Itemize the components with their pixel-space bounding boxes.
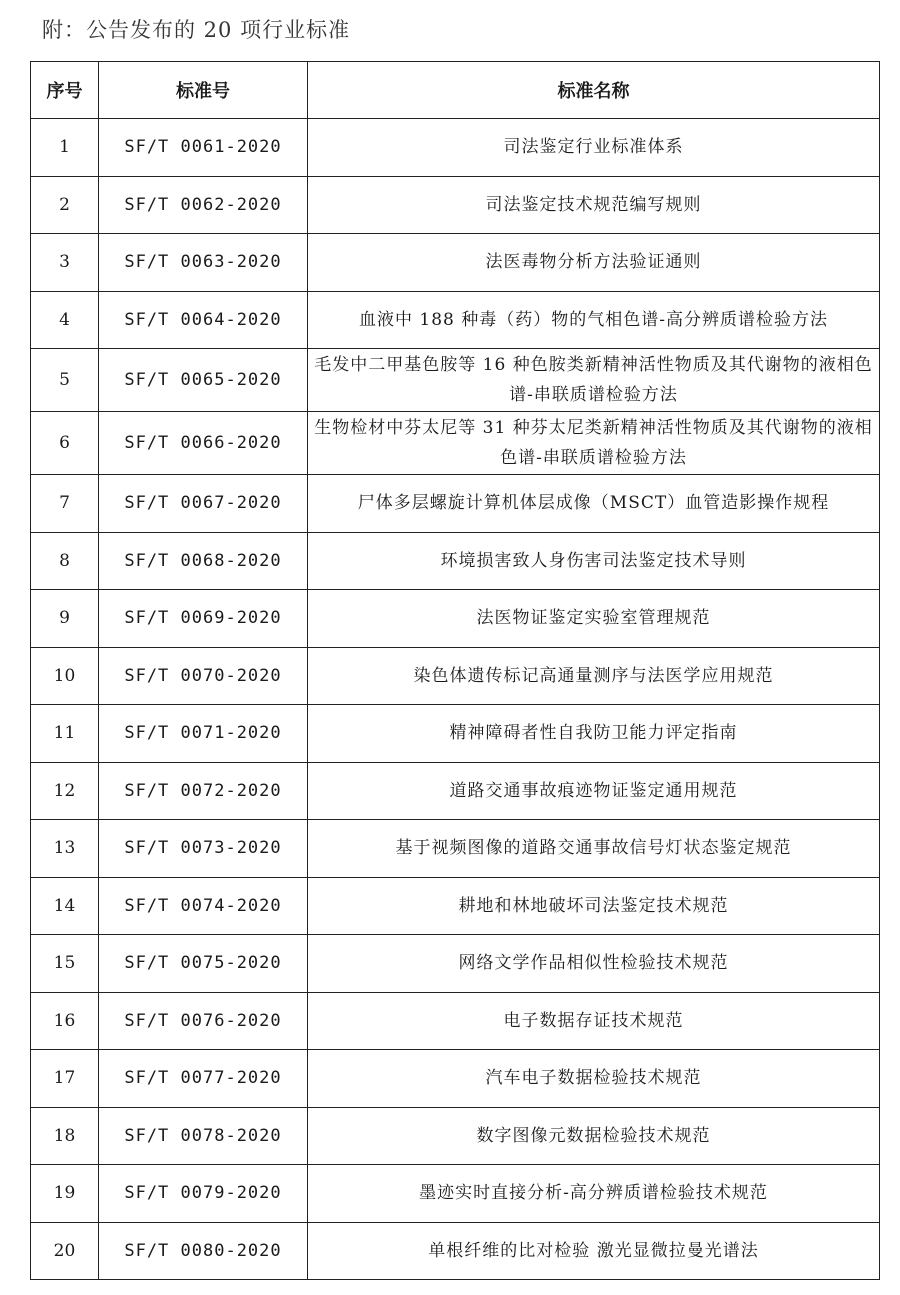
cell-standard-code: SF/T 0073-2020 [99,820,308,878]
cell-standard-code: SF/T 0078-2020 [99,1107,308,1165]
cell-serial-no: 18 [31,1107,99,1165]
cell-standard-name: 电子数据存证技术规范 [308,992,880,1050]
cell-standard-code: SF/T 0076-2020 [99,992,308,1050]
cell-standard-name: 司法鉴定技术规范编写规则 [308,176,880,234]
table-row [31,935,880,993]
cell-serial-no: 14 [31,877,99,935]
cell-standard-code: SF/T 0068-2020 [99,532,308,590]
cell-standard-name: 精神障碍者性自我防卫能力评定指南 [308,705,880,763]
table-row [31,475,880,533]
table-row [31,234,880,292]
standards-table [30,61,880,1280]
cell-serial-no: 15 [31,935,99,993]
table-row [31,877,880,935]
cell-serial-no: 5 [31,349,99,412]
table-row [31,291,880,349]
cell-standard-name: 汽车电子数据检验技术规范 [308,1050,880,1108]
cell-standard-name: 数字图像元数据检验技术规范 [308,1107,880,1165]
cell-standard-name: 血液中 188 种毒（药）物的气相色谱-高分辨质谱检验方法 [308,291,880,349]
cell-standard-code: SF/T 0063-2020 [99,234,308,292]
cell-standard-name: 墨迹实时直接分析-高分辨质谱检验技术规范 [308,1165,880,1223]
cell-serial-no: 7 [31,475,99,533]
cell-standard-code: SF/T 0061-2020 [99,119,308,177]
table-row [31,820,880,878]
cell-standard-name: 道路交通事故痕迹物证鉴定通用规范 [308,762,880,820]
cell-standard-name: 法医毒物分析方法验证通则 [308,234,880,292]
cell-standard-code: SF/T 0065-2020 [99,349,308,412]
cell-serial-no: 13 [31,820,99,878]
cell-serial-no: 16 [31,992,99,1050]
table-row [31,1050,880,1108]
table-row [31,705,880,763]
table-row [31,1165,880,1223]
cell-standard-name: 基于视频图像的道路交通事故信号灯状态鉴定规范 [308,820,880,878]
cell-standard-name: 生物检材中芬太尼等 31 种芬太尼类新精神活性物质及其代谢物的液相色谱-串联质谱检验方法 [308,412,880,475]
cell-standard-code: SF/T 0064-2020 [99,291,308,349]
cell-standard-name: 染色体遗传标记高通量测序与法医学应用规范 [308,647,880,705]
cell-standard-code: SF/T 0071-2020 [99,705,308,763]
cell-serial-no: 9 [31,590,99,648]
cell-standard-code: SF/T 0079-2020 [99,1165,308,1223]
cell-standard-code: SF/T 0072-2020 [99,762,308,820]
cell-serial-no: 12 [31,762,99,820]
table-row [31,349,880,412]
cell-serial-no: 4 [31,291,99,349]
cell-serial-no: 8 [31,532,99,590]
table-row [31,119,880,177]
cell-standard-name: 单根纤维的比对检验 激光显微拉曼光谱法 [308,1222,880,1280]
header-serial-no: 序号 [31,62,99,119]
table-header-row [31,62,880,119]
cell-standard-code: SF/T 0080-2020 [99,1222,308,1280]
table-row [31,176,880,234]
cell-standard-code: SF/T 0074-2020 [99,877,308,935]
cell-standard-name: 环境损害致人身伤害司法鉴定技术导则 [308,532,880,590]
cell-serial-no: 20 [31,1222,99,1280]
table-row [31,532,880,590]
cell-standard-name: 网络文学作品相似性检验技术规范 [308,935,880,993]
cell-standard-name: 耕地和林地破坏司法鉴定技术规范 [308,877,880,935]
table-row [31,762,880,820]
cell-standard-name: 法医物证鉴定实验室管理规范 [308,590,880,648]
header-standard-name: 标准名称 [308,62,880,119]
table-row [31,1222,880,1280]
cell-standard-code: SF/T 0077-2020 [99,1050,308,1108]
cell-standard-name: 司法鉴定行业标准体系 [308,119,880,177]
cell-standard-code: SF/T 0075-2020 [99,935,308,993]
cell-serial-no: 6 [31,412,99,475]
cell-standard-code: SF/T 0066-2020 [99,412,308,475]
cell-standard-code: SF/T 0069-2020 [99,590,308,648]
cell-standard-name: 毛发中二甲基色胺等 16 种色胺类新精神活性物质及其代谢物的液相色谱-串联质谱检验方法 [308,349,880,412]
table-row [31,412,880,475]
cell-standard-code: SF/T 0067-2020 [99,475,308,533]
table-row [31,992,880,1050]
cell-serial-no: 3 [31,234,99,292]
cell-serial-no: 17 [31,1050,99,1108]
cell-standard-name: 尸体多层螺旋计算机体层成像（MSCT）血管造影操作规程 [308,475,880,533]
table-row [31,647,880,705]
table-row [31,1107,880,1165]
cell-serial-no: 2 [31,176,99,234]
cell-standard-code: SF/T 0070-2020 [99,647,308,705]
cell-serial-no: 19 [31,1165,99,1223]
cell-serial-no: 10 [31,647,99,705]
cell-standard-code: SF/T 0062-2020 [99,176,308,234]
header-standard-code: 标准号 [99,62,308,119]
page-heading: 附：公告发布的 20 项行业标准 [42,18,351,42]
cell-serial-no: 11 [31,705,99,763]
table-row [31,590,880,648]
cell-serial-no: 1 [31,119,99,177]
